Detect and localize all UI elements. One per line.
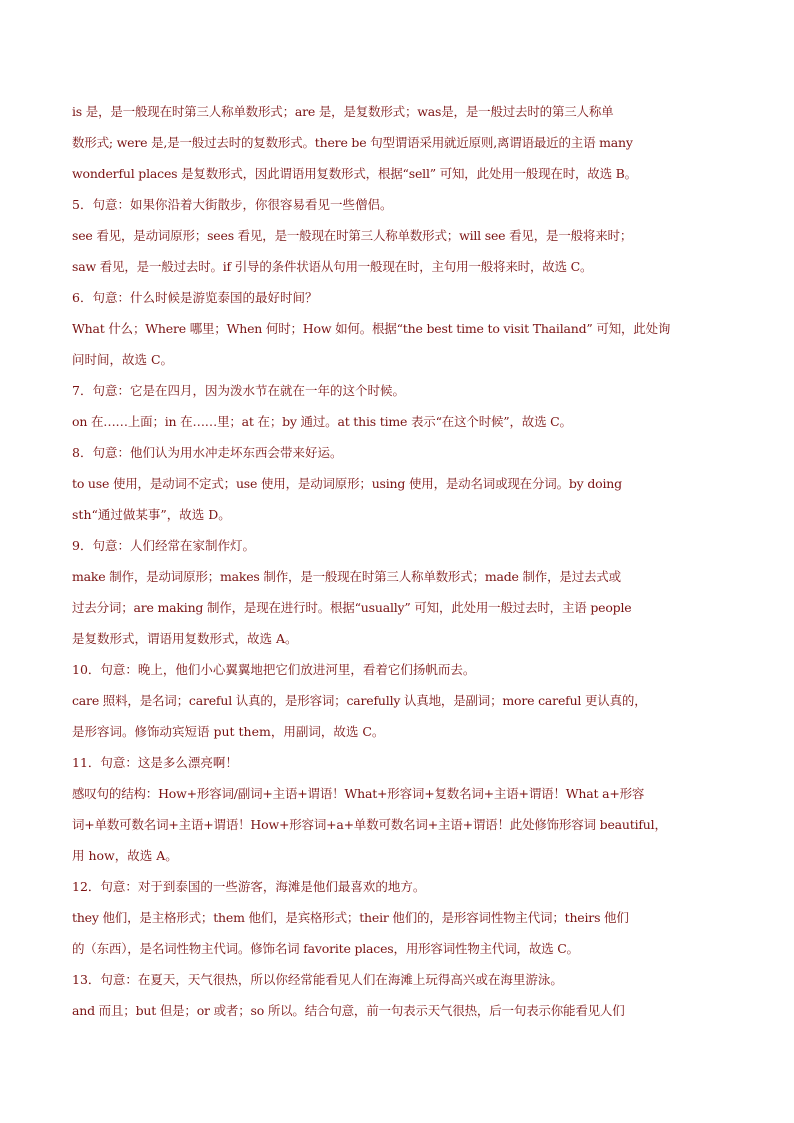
text-line: 用 how，故选 A。	[72, 848, 178, 863]
question-11-heading: 11．句意：这是多么漂亮啊！	[72, 755, 238, 770]
text-line: and 而且；but 但是；or 或者；so 所以。结合句意，前一句表示天气很热，后一句表示你能看见人们	[72, 1003, 625, 1018]
question-13-heading: 13．句意：在夏天，天气很热，所以你经常能看见人们在海滩上玩得高兴或在海里游泳。	[72, 972, 563, 987]
text-line: What 什么；Where 哪里；When 何时；How 如何。根据“the best time to visit Thailand” 可知，此处询	[72, 321, 671, 336]
text-line: on 在……上面；in 在……里；at 在；by 通过。at this time 表示“在这个时候”，故选 C。	[72, 414, 572, 429]
text-line: 过去分词；are making 制作，是现在进行时。根据“usually” 可知，此处用一般过去时，主语 people	[72, 600, 632, 615]
text-line: make 制作，是动词原形；makes 制作，是一般现在时第三人称单数形式；made 制作，是过去式或	[72, 569, 621, 584]
text-line: 是形容词。修饰动宾短语 put them，用副词，故选 C。	[72, 724, 385, 739]
text-line: is 是，是一般现在时第三人称单数形式；are 是，是复数形式；was是，是一般过去时的第三人称单	[72, 104, 614, 119]
text-line: 感叹句的结构：How+形容词/副词+主语+谓语！What+形容词+复数名词+主语+谓语！What a+形容	[72, 786, 645, 801]
text-line: 是复数形式，谓语用复数形式，故选 A。	[72, 631, 298, 646]
question-5-heading: 5．句意：如果你沿着大街散步，你很容易看见一些僧侣。	[72, 197, 393, 212]
text-line: sth“通过做某事”，故选 D。	[72, 507, 231, 522]
text-line: 问时间，故选 C。	[72, 352, 174, 367]
question-8-heading: 8．句意：他们认为用水冲走坏东西会带来好运。	[72, 445, 343, 460]
text-line: wonderful places 是复数形式，因此谓语用复数形式，根据“sell” 可知，此处用一般现在时，故选 B。	[72, 166, 637, 181]
question-6-heading: 6．句意：什么时候是游览泰国的最好时间？	[72, 290, 318, 305]
text-line: care 照料，是名词；careful 认真的，是形容词；carefully 认真地，是副词；more careful 更认真的，	[72, 693, 647, 708]
text-line: 的（东西），是名词性物主代词。修饰名词 favorite places，用形容词性物主代词，故选 C。	[72, 941, 579, 956]
question-9-heading: 9．句意：人们经常在家制作灯。	[72, 538, 255, 553]
question-7-heading: 7．句意：它是在四月，因为泼水节在就在一年的这个时候。	[72, 383, 405, 398]
document-body	[72, 96, 684, 1026]
text-line: they 他们，是主格形式；them 他们，是宾格形式；their 他们的，是形容词性物主代词；theirs 他们	[72, 910, 629, 925]
text-line: to use 使用，是动词不定式；use 使用，是动词原形；using 使用，是动名词或现在分词。by doing	[72, 476, 622, 491]
text-line: 数形式; were 是,是一般过去时的复数形式。there be 句型谓语采用就近原则,离谓语最近的主语 many	[72, 135, 633, 150]
text-line: saw 看见，是一般过去时。if 引导的条件状语从句用一般现在时，主句用一般将来时，故选 C。	[72, 259, 593, 274]
text-line: 词+单数可数名词+主语+谓语！How+形容词+a+单数可数名词+主语+谓语！此处修饰形容词 beautiful，	[72, 817, 667, 832]
question-12-heading: 12．句意：对于到泰国的一些游客，海滩是他们最喜欢的地方。	[72, 879, 426, 894]
question-10-heading: 10．句意：晚上，他们小心翼翼地把它们放进河里，看着它们扬帆而去。	[72, 662, 476, 677]
text-line: see 看见，是动词原形；sees 看见，是一般现在时第三人称单数形式；will see 看见，是一般将来时；	[72, 228, 633, 243]
